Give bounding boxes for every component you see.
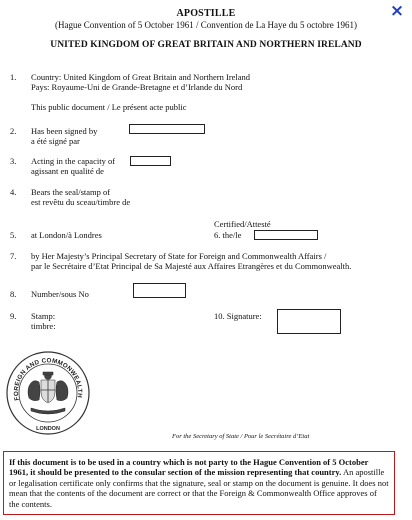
field-8-number: 8. xyxy=(10,289,17,299)
document-title: APOSTILLE xyxy=(176,8,236,19)
seal-of-fr: est revêtu du sceau/timbre de xyxy=(31,197,131,207)
field-2-number: 2. xyxy=(10,126,17,136)
date-label: 6. the/le xyxy=(214,230,242,240)
seal-of-en: Bears the seal/stamp of xyxy=(31,187,111,197)
field-1-number: 1. xyxy=(10,72,17,82)
authority-en: by Her Majesty’s Principal Secretary of State for Foreign and Commonwealth Affairs / xyxy=(31,251,327,261)
capacity-fr: agissant en qualité de xyxy=(31,166,104,176)
signed-by-field[interactable] xyxy=(129,124,205,134)
signature-label: 10. Signature: xyxy=(214,311,262,321)
number-label: Number/sous No xyxy=(31,289,89,299)
stamp-fr: timbre: xyxy=(31,321,56,331)
signature-field[interactable] xyxy=(277,309,341,334)
close-icon[interactable]: × xyxy=(389,1,405,21)
seal-graphic xyxy=(5,350,91,436)
signed-by-en: Has been signed by xyxy=(31,126,98,136)
capacity-field[interactable] xyxy=(130,156,171,166)
capacity-en: Acting in the capacity of xyxy=(31,156,116,166)
secretary-line: For the Secretary of State / Pour le Secrétaire d’Etat xyxy=(172,433,310,440)
field-9-number: 9. xyxy=(10,311,17,321)
country-en: Country: United Kingdom of Great Britain and Northern Ireland xyxy=(31,72,251,82)
field-5-number: 5. xyxy=(10,230,17,240)
signed-by-fr: a été signé par xyxy=(31,136,80,146)
convention-subtitle: (Hague Convention of 5 October 1961 / Convention de La Haye du 5 octobre 1961) xyxy=(55,20,357,30)
notice-bold-text: If this document is to be used in a country which is not party to the Hague Convention of 5 October 1961, it should be presented to the consular section of the mission representing that country. xyxy=(9,457,369,478)
seal-bottom-text: LONDON xyxy=(36,426,60,432)
number-field[interactable] xyxy=(133,283,186,298)
country-fr: Pays: Royaume-Uni de Grande-Bretagne et d’Irlande du Nord xyxy=(31,82,243,92)
notice-box xyxy=(3,451,395,515)
coat-of-arms-icon xyxy=(28,372,68,414)
country-heading: UNITED KINGDOM OF GREAT BRITAIN AND NORTHERN IRELAND xyxy=(50,40,362,50)
stamp-en: Stamp: xyxy=(31,311,56,321)
public-document-label: This public document / Le présent acte public xyxy=(31,102,187,112)
place-label: at London/à Londres xyxy=(31,230,102,240)
certified-label: Certified/Attesté xyxy=(214,219,271,229)
field-3-number: 3. xyxy=(10,156,17,166)
authority-fr: par le Secrétaire d’Etat Principal de Sa Majesté aux Affaires Etrangères et du Commonwealth. xyxy=(31,261,352,271)
notice-body-text: An apostille or legalisation certificate only confirms that the signature, seal or stamp on the document is genuine. It does not mean that the contents of the document are correct or that the Foreign & Commonwealth Office approves of the contents. xyxy=(9,467,389,509)
fco-seal xyxy=(5,350,91,436)
field-7-number: 7. xyxy=(10,251,17,261)
field-4-number: 4. xyxy=(10,187,17,197)
date-field[interactable] xyxy=(254,230,318,240)
seal-ring-text: FOREIGN AND COMMONWEALTH xyxy=(12,357,84,402)
